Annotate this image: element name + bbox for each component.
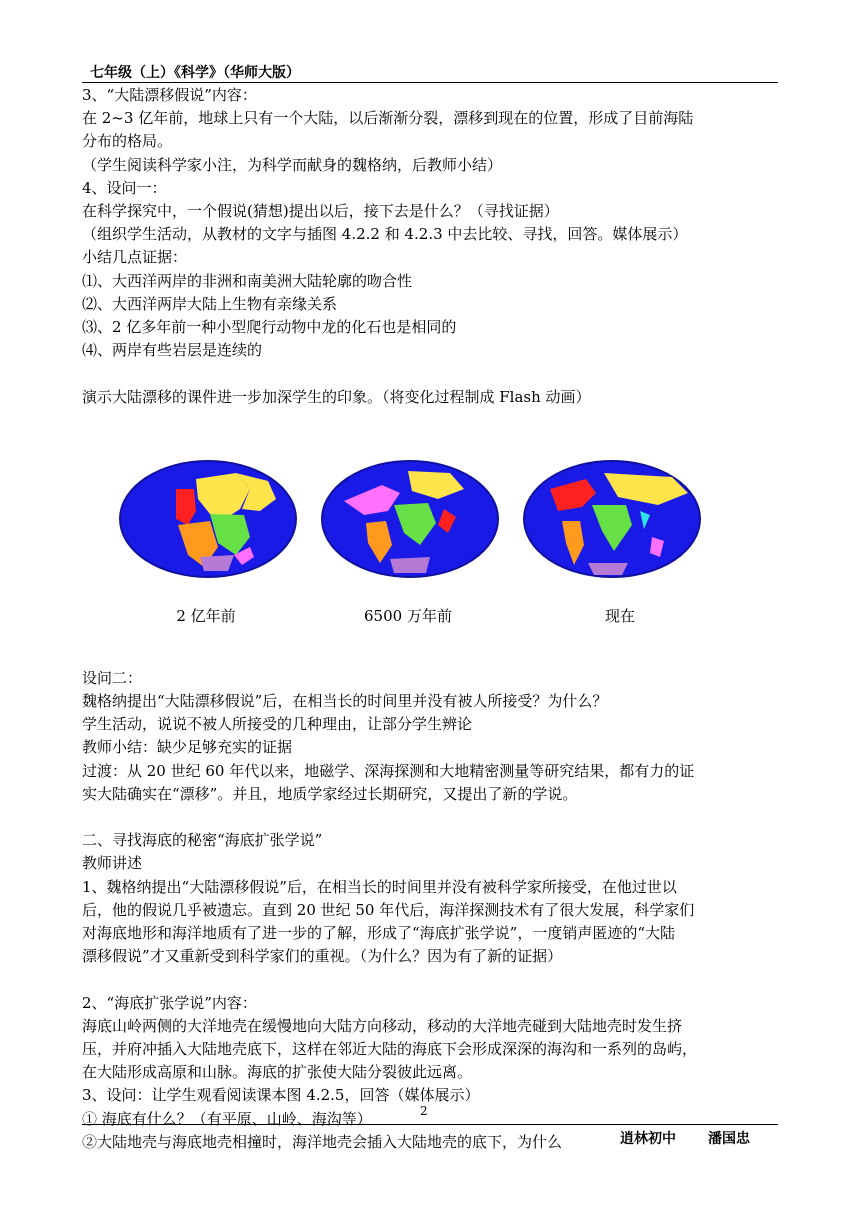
- landmass-antarctica: [200, 555, 234, 571]
- text-line: 在科学探究中，一个假说(猜想)提出以后，接下去是什么？（寻找证据）: [82, 202, 559, 221]
- text-line: 3、“大陆漂移假说”内容：: [82, 86, 257, 104]
- text-line: 4、设问一：: [82, 178, 167, 197]
- text-line: [82, 968, 782, 991]
- text-line: 对海底地形和海洋地质有了进一步的了解，形成了“海底扩张学说”，一度销声匿迹的“大陆: [82, 924, 676, 943]
- globe-65-million-years: [320, 459, 500, 579]
- text-line: ⑷、两岸有些岩层是连续的: [82, 341, 263, 360]
- globe-figure: [82, 409, 782, 667]
- text-line: ① 海底有什么？（有平原、山岭、海沟等）: [82, 1109, 372, 1128]
- footer-author: 潘国忠: [708, 1131, 750, 1147]
- landmass-antarctica: [390, 557, 430, 573]
- globe-200-million-years: [118, 459, 298, 579]
- text-line: 后，他的假说几乎被遗忘。直到 20 世纪 50 年代后，海洋探测技术有了很大发展，科学家们: [82, 900, 695, 919]
- text-line: [82, 362, 782, 385]
- text-line: 设问二：: [82, 668, 143, 687]
- text-line: 小结几点证据：: [82, 248, 188, 267]
- text-line: 过渡：从 20 世纪 60 年代以来，地磁学、深海探测和大地精密测量等研究结果，都有力的证: [82, 761, 695, 780]
- caption-65-million-years: 6500 万年前: [364, 606, 452, 625]
- text-line: 实大陆确实在“漂移”。并且，地质学家经过长期研究，又提出了新的学说。: [82, 784, 578, 803]
- text-line: 3、设问：让学生观看阅读课本图 4.2.5，回答（媒体展示）: [82, 1086, 480, 1105]
- footer-rule: [82, 1124, 778, 1125]
- text-line: 分布的格局。: [82, 132, 173, 151]
- text-block-top: [82, 84, 782, 409]
- text-line: 演示大陆漂移的课件进一步加深学生的印象。（将变化过程制成 Flash 动画）: [82, 387, 591, 406]
- page-number: 2: [420, 1104, 428, 1118]
- text-line: ②大陆地壳与海底地壳相撞时，海洋地壳会插入大陆地壳的底下，为什么: [82, 1132, 563, 1151]
- text-line: 魏格纳提出“大陆漂移假说”后，在相当长的时间里并没有被人所接受？为什么？: [82, 692, 608, 711]
- document-body: [82, 84, 782, 1154]
- text-line: 教师小结：缺少足够充实的证据: [82, 738, 293, 757]
- text-line: 2、“海底扩张学说”内容：: [82, 993, 257, 1012]
- text-line: 在大陆形成高原和山脉。海底的扩张使大陆分裂彼此远离。: [82, 1063, 473, 1082]
- text-line: 学生活动，说说不被人所接受的几种理由，让部分学生辨论: [82, 715, 473, 734]
- header-title: 七年级（上）《科学》（华师大版）: [90, 65, 300, 81]
- caption-present: 现在: [604, 606, 635, 625]
- text-line: 海底山岭两侧的大洋地壳在缓慢地向大陆方向移动，移动的大洋地壳碰到大陆地壳时发生挤: [82, 1016, 683, 1035]
- text-line: 1、魏格纳提出“大陆漂移假说”后，在相当长的时间里并没有被科学家所接受，在他过世以: [82, 877, 677, 896]
- text-line: 在 2~3 亿年前，地球上只有一个大陆，以后渐渐分裂，漂移到现在的位置，形成了目前海陆: [82, 109, 694, 128]
- text-line: （学生阅读科学家小注，为科学而献身的魏格纳，后教师小结）: [82, 155, 503, 174]
- text-line: ⑶、2 亿多年前一种小型爬行动物中龙的化石也是相同的: [82, 318, 457, 337]
- page-header: [82, 56, 778, 83]
- text-line: 漂移假说”才又重新受到科学家们的重视。（为什么？因为有了新的证据）: [82, 947, 563, 966]
- footer-school: 逍林初中: [620, 1131, 676, 1147]
- landmass-antarctica: [588, 563, 628, 575]
- text-line: 教师讲述: [82, 854, 143, 873]
- caption-200-million-years: 2 亿年前: [176, 606, 236, 625]
- text-line: [82, 806, 782, 829]
- text-line: ⑴、大西洋两岸的非洲和南美洲大陆轮廓的吻合性: [82, 271, 413, 290]
- text-line: （组织学生活动，从教材的文字与插图 4.2.2 和 4.2.3 中去比较、寻找，回答。媒体展示）: [82, 225, 688, 244]
- text-line: ⑵、大西洋两岸大陆上生物有亲缘关系: [82, 294, 338, 313]
- text-line: 二、寻找海底的秘密“海底扩张学说”: [82, 831, 323, 850]
- globe-present: [522, 459, 702, 579]
- text-block-bottom: [82, 667, 782, 1154]
- text-line: 压，并府冲插入大陆地壳底下，这样在邻近大陆的海底下会形成深深的海沟和一系列的岛屿，: [82, 1040, 698, 1059]
